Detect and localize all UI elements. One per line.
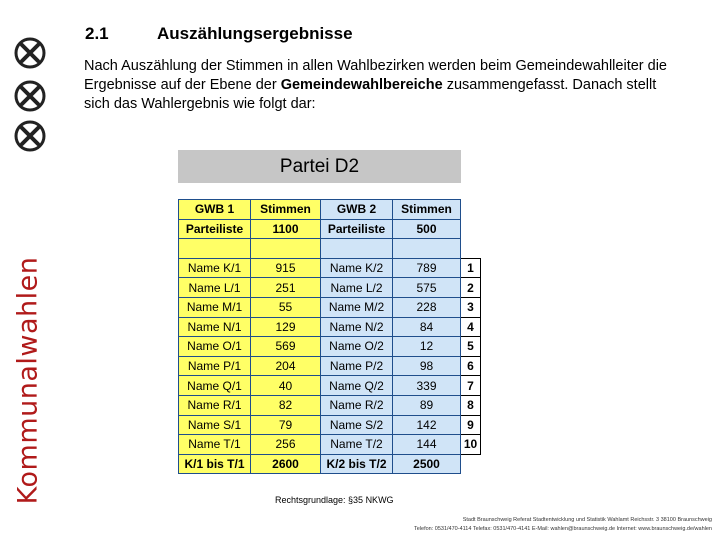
spacer-row (179, 239, 481, 259)
candidate-row (179, 376, 481, 396)
party-list-label-2: Parteiliste (321, 219, 393, 239)
candidate-name-2: Name N/2 (321, 317, 393, 337)
candidate-name-2: Name R/2 (321, 395, 393, 415)
footer-line-1: Stadt Braunschweig Referat Stadtentwicklung und Statistik Wahlamt Reichsstr. 3 38100 Braunschweig (462, 517, 712, 523)
candidate-name-2: Name S/2 (321, 415, 393, 435)
candidate-row (179, 415, 481, 435)
table-header-row (179, 200, 481, 220)
candidate-votes-2: 98 (393, 356, 461, 376)
candidate-name-1: Name Q/1 (179, 376, 251, 396)
rank-number: 1 (461, 258, 481, 278)
candidate-row (179, 356, 481, 376)
intro-text-2: zusammengefasst. Danach stellt sich das Wahlergebnis wie folgt dar: (84, 77, 657, 112)
candidate-votes-2: 339 (393, 376, 461, 396)
sidebar (0, 0, 60, 540)
candidate-votes-1: 256 (251, 435, 321, 455)
candidate-name-2: Name L/2 (321, 278, 393, 298)
rank-number: 5 (461, 337, 481, 357)
candidate-name-2: Name P/2 (321, 356, 393, 376)
vertical-title (5, 240, 51, 520)
candidate-row (179, 395, 481, 415)
candidate-name-2: Name K/2 (321, 258, 393, 278)
rank-number: 8 (461, 395, 481, 415)
candidate-votes-1: 204 (251, 356, 321, 376)
party-list-row (179, 219, 481, 239)
candidate-name-2: Name T/2 (321, 435, 393, 455)
candidate-votes-2: 575 (393, 278, 461, 298)
candidate-name-2: Name M/2 (321, 297, 393, 317)
rank-number: 9 (461, 415, 481, 435)
result-table (178, 199, 481, 474)
ballot-x-icon (14, 37, 46, 69)
ballot-x-icon (14, 120, 46, 152)
candidate-name-1: Name K/1 (179, 258, 251, 278)
rank-number: 3 (461, 297, 481, 317)
section-number: 2.1 (85, 24, 109, 43)
rank-number: 10 (461, 435, 481, 455)
total-label-2: K/2 bis T/2 (321, 454, 393, 474)
total-label-1: K/1 bis T/1 (179, 454, 251, 474)
candidate-name-1: Name M/1 (179, 297, 251, 317)
header-stimmen-1: Stimmen (251, 200, 321, 220)
candidate-votes-1: 40 (251, 376, 321, 396)
rank-number: 2 (461, 278, 481, 298)
candidate-name-1: Name R/1 (179, 395, 251, 415)
footer-line-2: Telefon: 0531/470-4114 Telefax: 0531/470-4141 E-Mail: wahlen@braunschweig.de Internet: www.braunschweig.de/wahlen (414, 526, 712, 532)
candidate-votes-1: 569 (251, 337, 321, 357)
candidate-votes-2: 89 (393, 395, 461, 415)
total-row (179, 454, 481, 474)
empty-cell (461, 200, 481, 220)
candidate-name-1: Name O/1 (179, 337, 251, 357)
candidate-row (179, 297, 481, 317)
ballot-x-icon (14, 80, 46, 112)
spacer-cell (393, 239, 461, 259)
header-stimmen-2: Stimmen (393, 200, 461, 220)
candidate-votes-2: 12 (393, 337, 461, 357)
legal-basis: Rechtsgrundlage: §35 NKWG (275, 495, 394, 505)
party-banner: Partei D2 (178, 150, 461, 183)
intro-text-1: Nach Auszählung der Stimmen in allen Wahlbezirken werden beim Gemeindewahlleiter die Ergebnisse auf der Ebene der (84, 58, 667, 93)
candidate-votes-2: 142 (393, 415, 461, 435)
candidate-votes-1: 82 (251, 395, 321, 415)
header-gwb1: GWB 1 (179, 200, 251, 220)
total-votes-1: 2600 (251, 454, 321, 474)
candidate-row (179, 435, 481, 455)
party-list-votes-1: 1100 (251, 219, 321, 239)
candidate-votes-2: 144 (393, 435, 461, 455)
candidate-row (179, 258, 481, 278)
candidate-name-1: Name N/1 (179, 317, 251, 337)
rank-number: 6 (461, 356, 481, 376)
empty-cell (461, 219, 481, 239)
party-list-label-1: Parteiliste (179, 219, 251, 239)
party-list-votes-2: 500 (393, 219, 461, 239)
candidate-name-1: Name S/1 (179, 415, 251, 435)
candidate-votes-2: 789 (393, 258, 461, 278)
candidate-votes-1: 79 (251, 415, 321, 435)
candidate-row (179, 337, 481, 357)
footer (292, 516, 712, 534)
empty-cell (461, 239, 481, 259)
candidate-name-1: Name L/1 (179, 278, 251, 298)
intro-bold: Gemeindewahlbereiche (280, 77, 443, 93)
candidate-votes-2: 84 (393, 317, 461, 337)
candidate-votes-1: 915 (251, 258, 321, 278)
candidate-row (179, 278, 481, 298)
candidate-votes-1: 129 (251, 317, 321, 337)
result-table-body (179, 200, 481, 474)
section-title: Auszählungsergebnisse (157, 24, 353, 43)
empty-cell (461, 454, 481, 474)
spacer-cell (179, 239, 251, 259)
candidate-votes-2: 228 (393, 297, 461, 317)
total-votes-2: 2500 (393, 454, 461, 474)
candidate-votes-1: 251 (251, 278, 321, 298)
intro-paragraph (84, 57, 684, 114)
spacer-cell (321, 239, 393, 259)
candidate-name-2: Name O/2 (321, 337, 393, 357)
candidate-votes-1: 55 (251, 297, 321, 317)
rank-number: 4 (461, 317, 481, 337)
candidate-name-1: Name P/1 (179, 356, 251, 376)
rank-number: 7 (461, 376, 481, 396)
candidate-name-1: Name T/1 (179, 435, 251, 455)
candidate-name-2: Name Q/2 (321, 376, 393, 396)
candidate-row (179, 317, 481, 337)
spacer-cell (251, 239, 321, 259)
vertical-title-text: Kommunalwahlen (12, 256, 44, 504)
header-gwb2: GWB 2 (321, 200, 393, 220)
